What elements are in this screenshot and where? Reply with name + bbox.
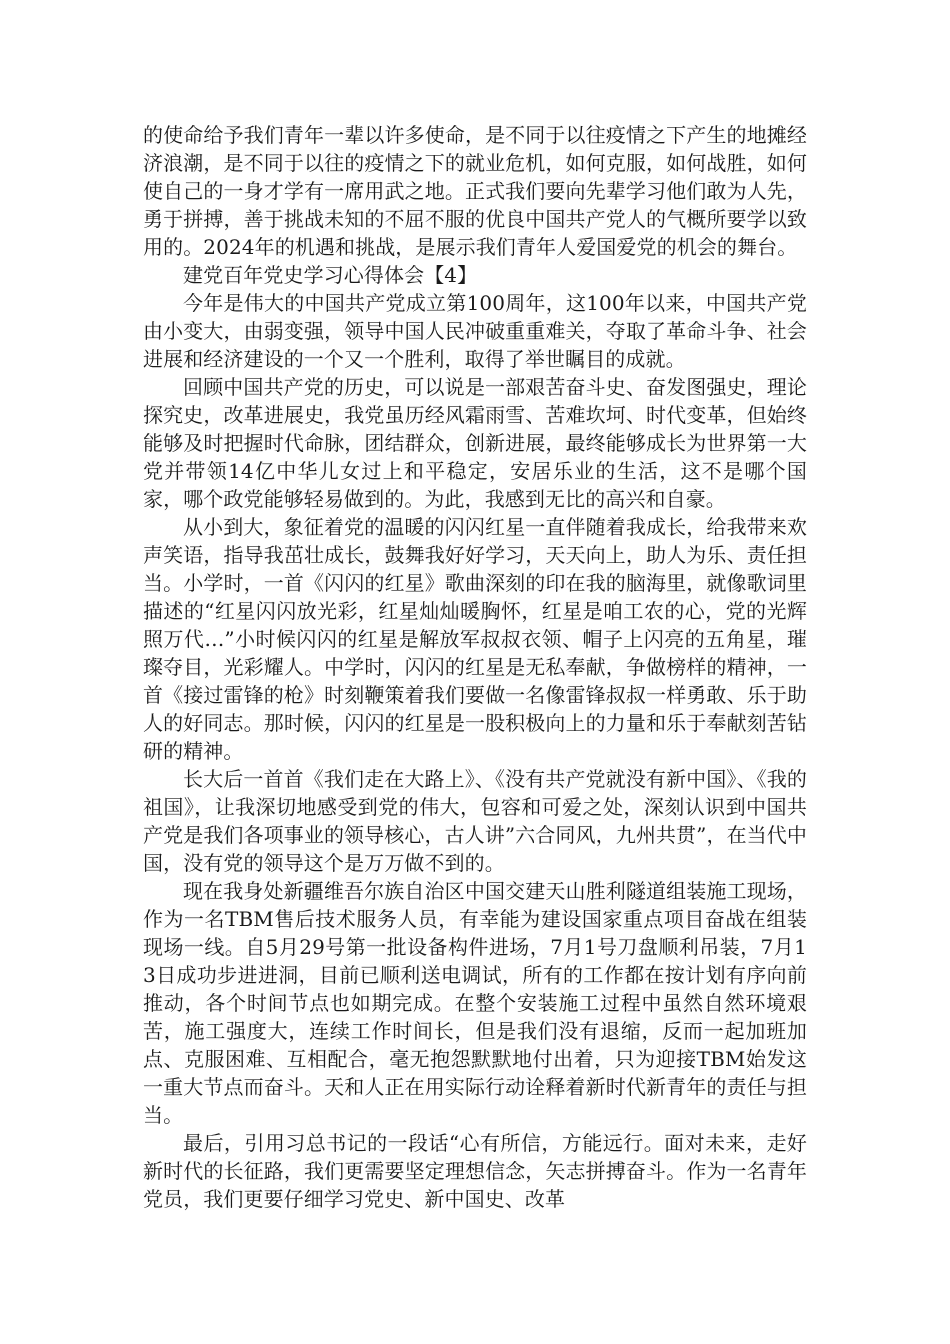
paragraph-red-star: 从小到大，象征着党的温暖的闪闪红星一直伴随着我成长，给我带来欢声笑语，指导我茁壮成长，鼓舞我好好学习，天天向上，助人为乐、责任担当。小学时，一首《闪闪的红星》歌曲深刻的印在我的脑海里，就像歌词里描述的“红星闪闪放光彩，红星灿灿暖胸怀，红星是咱工农的心，党的光辉照万代…”小时候闪闪的红星是解放军叔叔衣领、帽子上闪亮的五角星，璀璨夺目，光彩耀人。中学时，闪闪的红星是无私奉献，争做榜样的精神，一首《接过雷锋的枪》时刻鞭策着我们要做一名像雷锋叔叔一样勇敢、乐于助人的好同志。那时候，闪闪的红星是一股积极向上的力量和乐于奉献刻苦钻研的精神。	[143, 515, 807, 763]
section-title: 建党百年党史学习心得体会【4】	[183, 263, 478, 287]
paragraph-history: 回顾中国共产党的历史，可以说是一部艰苦奋斗史、奋发图强史，理论探究史，改革进展史，我党虽历经风霜雨雪、苦难坎坷、时代变革，但始终能够及时把握时代命脉，团结群众，创新进展，最终能够成长为世界第一大党并带领14亿中华儿女过上和平稳定，安居乐业的生活，这不是哪个国家，哪个政党能够轻易做到的。为此，我感到无比的高兴和自豪。	[143, 375, 807, 511]
paragraph-intro: 今年是伟大的中国共产党成立第100周年，这100年以来，中国共产党由小变大，由弱变强，领导中国人民冲破重重难关，夺取了革命斗争、社会进展和经济建设的一个又一个胜利，取得了举世瞩目的成就。	[143, 291, 807, 371]
paragraph-songs: 长大后一首首《我们走在大路上》、《没有共产党就没有新中国》、《我的祖国》，让我深切地感受到党的伟大，包容和可爱之处，深刻认识到中国共产党是我们各项事业的领导核心，古人讲”六合同风，九州共贯”，在当代中国，没有党的领导这个是万万做不到的。	[143, 767, 807, 875]
paragraph-tunnel-work: 现在我身处新疆维吾尔族自治区中国交建天山胜利隧道组装施工现场，作为一名TBM售后技术服务人员，有幸能为建设国家重点项目奋战在组装现场一线。自5月29号第一批设备构件进场，7月1号刀盘顺利吊装，7月13日成功步进进洞，目前已顺利送电调试，所有的工作都在按计划有序向前推动，各个时间节点也如期完成。在整个安装施工过程中虽然自然环境艰苦，施工强度大，连续工作时间长，但是我们没有退缩，反而一起加班加点、克服困难、互相配合，毫无抱怨默默地付出着，只为迎接TBM始发这一重大节点而奋斗。天和人正在用实际行动诠释着新时代新青年的责任与担当。	[143, 879, 807, 1127]
document-page	[143, 121, 807, 1213]
lead-paragraph: 的使命给予我们青年一辈以许多使命，是不同于以往疫情之下产生的地摊经济浪潮，是不同于以往的疫情之下的就业危机，如何克服，如何战胜，如何使自己的一身才学有一席用武之地。正式我们要向先辈学习他们敢为人先，勇于拼搏，善于挑战未知的不屈不服的优良中国共产党人的气概所要学以致用的。2024年的机遇和挑战，是展示我们青年人爱国爱党的机会的舞台。	[143, 123, 807, 259]
paragraph-closing: 最后，引用习总书记的一段话“心有所信，方能远行。面对未来，走好新时代的长征路，我们更需要坚定理想信念，矢志拼搏奋斗。作为一名青年党员，我们更要仔细学习党史、新中国史、改革	[143, 1131, 807, 1211]
